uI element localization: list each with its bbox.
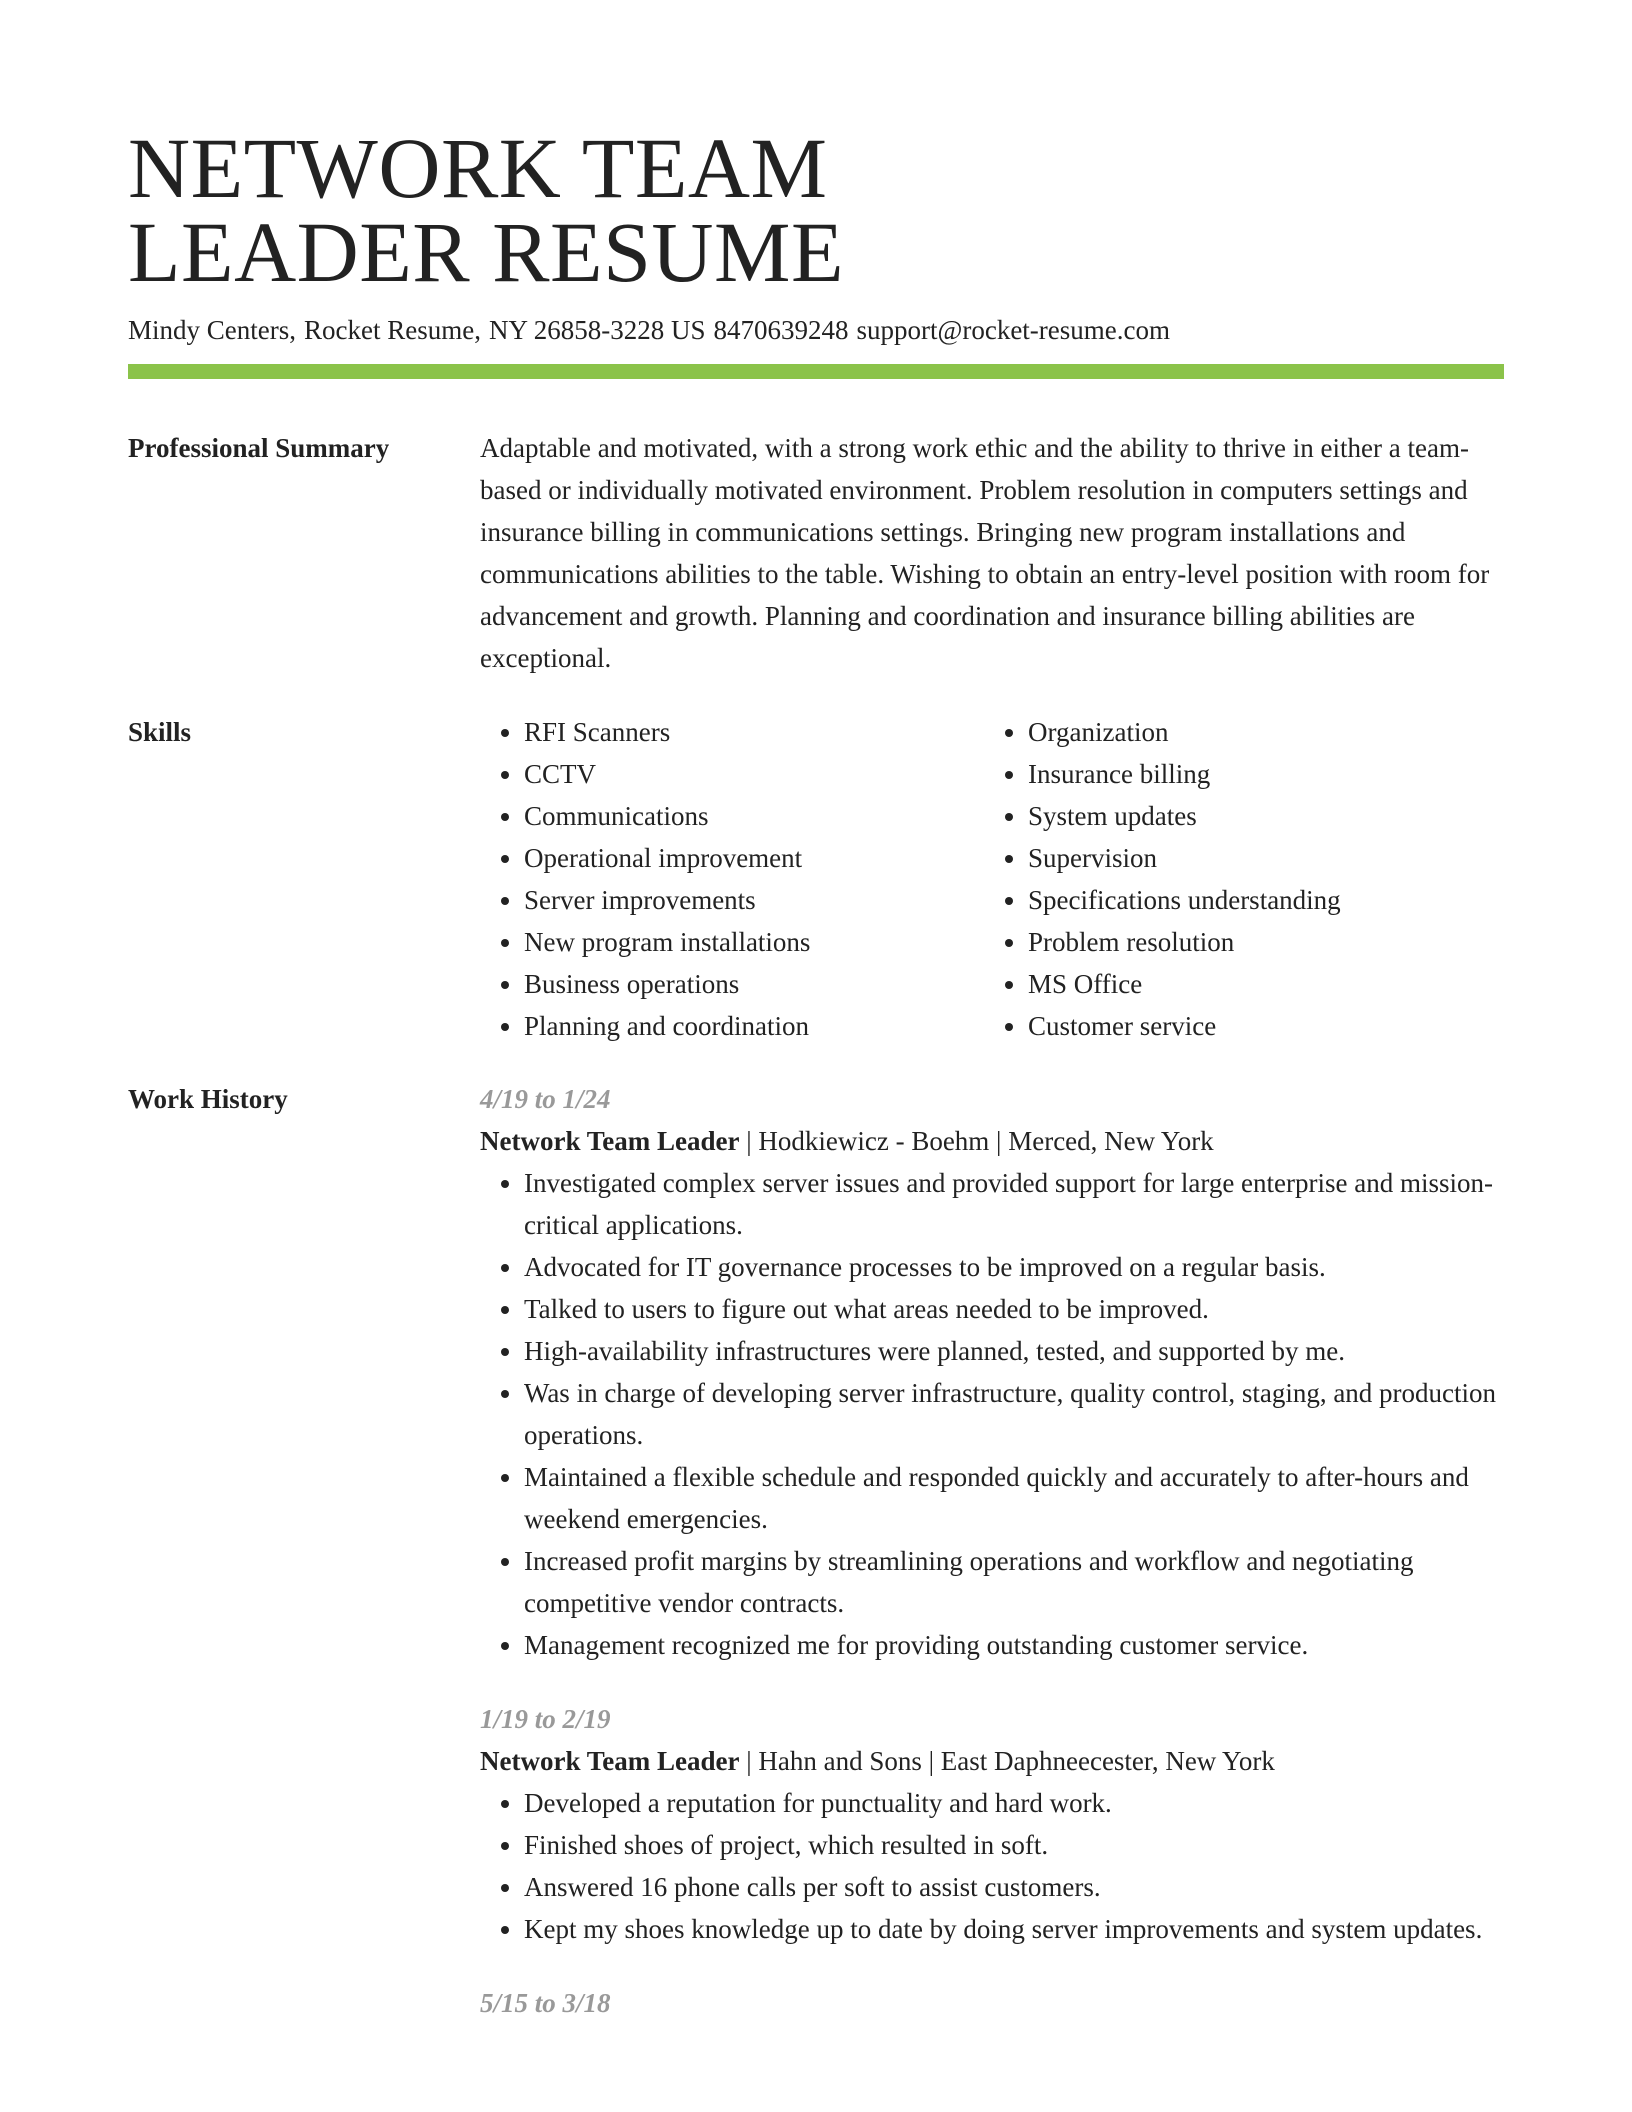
contact-company: Rocket Resume,: [304, 315, 481, 345]
job-bullet: • Increased profit margins by streamlining operations and workflow and negotiating competitive vendor contracts.: [524, 1540, 1504, 1624]
job-bullet: • Investigated complex server issues and provided support for large enterprise and mission-critical applications.: [524, 1162, 1504, 1246]
job-dates: 4/19 to 1/24: [480, 1084, 611, 1114]
skill-item: • Operational improvement: [524, 837, 984, 879]
skill-item: • Customer service: [1028, 1005, 1488, 1047]
job-heading: [480, 1740, 1504, 1782]
skill-item: • Problem resolution: [1028, 921, 1488, 963]
job-entry: [480, 1698, 1504, 1950]
job-dates: 5/15 to 3/18: [480, 1988, 611, 2018]
contact-location: NY 26858-3228 US: [488, 315, 706, 345]
skill-item: • Insurance billing: [1028, 753, 1488, 795]
skill-item: • Supervision: [1028, 837, 1488, 879]
skill-item: • Server improvements: [524, 879, 984, 921]
job-entry: [480, 1078, 1504, 1666]
job-dates: 1/19 to 2/19: [480, 1704, 611, 1734]
job-entry: [480, 1982, 1504, 2024]
skills-section: [128, 711, 1504, 1047]
job-bullet: • Management recognized me for providing outstanding customer service.: [524, 1624, 1504, 1666]
job-bullet: • High-availability infrastructures were planned, tested, and supported by me.: [524, 1330, 1504, 1372]
job-bullet: • Finished shoes of project, which resulted in soft.: [524, 1824, 1504, 1866]
job-bullet: • Talked to users to figure out what areas needed to be improved.: [524, 1288, 1504, 1330]
resume-title: [128, 120, 1504, 300]
contact-name: Mindy Centers,: [128, 315, 296, 345]
job-bullets: [480, 1162, 1504, 1666]
job-employer-location: | Hahn and Sons | East Daphneecester, New York: [739, 1746, 1275, 1776]
summary-label: Professional Summary: [128, 433, 390, 463]
job-heading: [480, 1120, 1504, 1162]
summary-text: Adaptable and motivated, with a strong work ethic and the ability to thrive in either a team-based or individually motivated environment. Problem resolution in computers settings and insurance billing in communications settings. Bringing new program installations and communications abilities to the table. Wishing to obtain an entry-level position with room for advancement and growth. Planning and coordination and insurance billing abilities are exceptional.: [480, 433, 1490, 673]
contact-email: support@rocket-resume.com: [856, 315, 1171, 345]
job-title: Network Team Leader: [480, 1126, 740, 1156]
skill-item: • Business operations: [524, 963, 984, 1005]
skill-item: • Communications: [524, 795, 984, 837]
job-bullet: • Answered 16 phone calls per soft to assist customers.: [524, 1866, 1504, 1908]
job-bullet: • Kept my shoes knowledge up to date by doing server improvements and system updates.: [524, 1908, 1504, 1950]
skill-item: • RFI Scanners: [524, 711, 984, 753]
title-line-1: NETWORK TEAM: [128, 120, 828, 216]
skill-item: • New program installations: [524, 921, 984, 963]
job-bullet: • Advocated for IT governance processes to be improved on a regular basis.: [524, 1246, 1504, 1288]
title-line-2: LEADER RESUME: [128, 204, 844, 300]
skill-item: • Specifications understanding: [1028, 879, 1488, 921]
skills-columns: [480, 711, 1504, 1047]
skill-item: • Organization: [1028, 711, 1488, 753]
work-history-body: [480, 1078, 1504, 2024]
contact-phone: 8470639248: [713, 315, 849, 345]
skill-item: • System updates: [1028, 795, 1488, 837]
job-employer-location: | Hodkiewicz - Boehm | Merced, New York: [739, 1126, 1214, 1156]
job-bullet: • Maintained a flexible schedule and responded quickly and accurately to after-hours and weekend emergencies.: [524, 1456, 1504, 1540]
accent-divider: [128, 364, 1504, 379]
summary-section: [128, 427, 1504, 679]
job-bullet: • Was in charge of developing server infrastructure, quality control, staging, and production operations.: [524, 1372, 1504, 1456]
job-bullet: • Developed a reputation for punctuality and hard work.: [524, 1782, 1504, 1824]
skill-item: • Planning and coordination: [524, 1005, 984, 1047]
job-title: Network Team Leader: [480, 1746, 740, 1776]
skill-item: • MS Office: [1028, 963, 1488, 1005]
work-history-section: [128, 1078, 1504, 2024]
skill-item: • CCTV: [524, 753, 984, 795]
contact-line: [128, 312, 1504, 348]
skills-list-left: [480, 711, 984, 1047]
job-bullets: [480, 1782, 1504, 1950]
resume-page: [128, 120, 1504, 2024]
work-history-label: Work History: [128, 1084, 288, 1114]
skills-list-right: [984, 711, 1488, 1047]
skills-label: Skills: [128, 717, 192, 747]
